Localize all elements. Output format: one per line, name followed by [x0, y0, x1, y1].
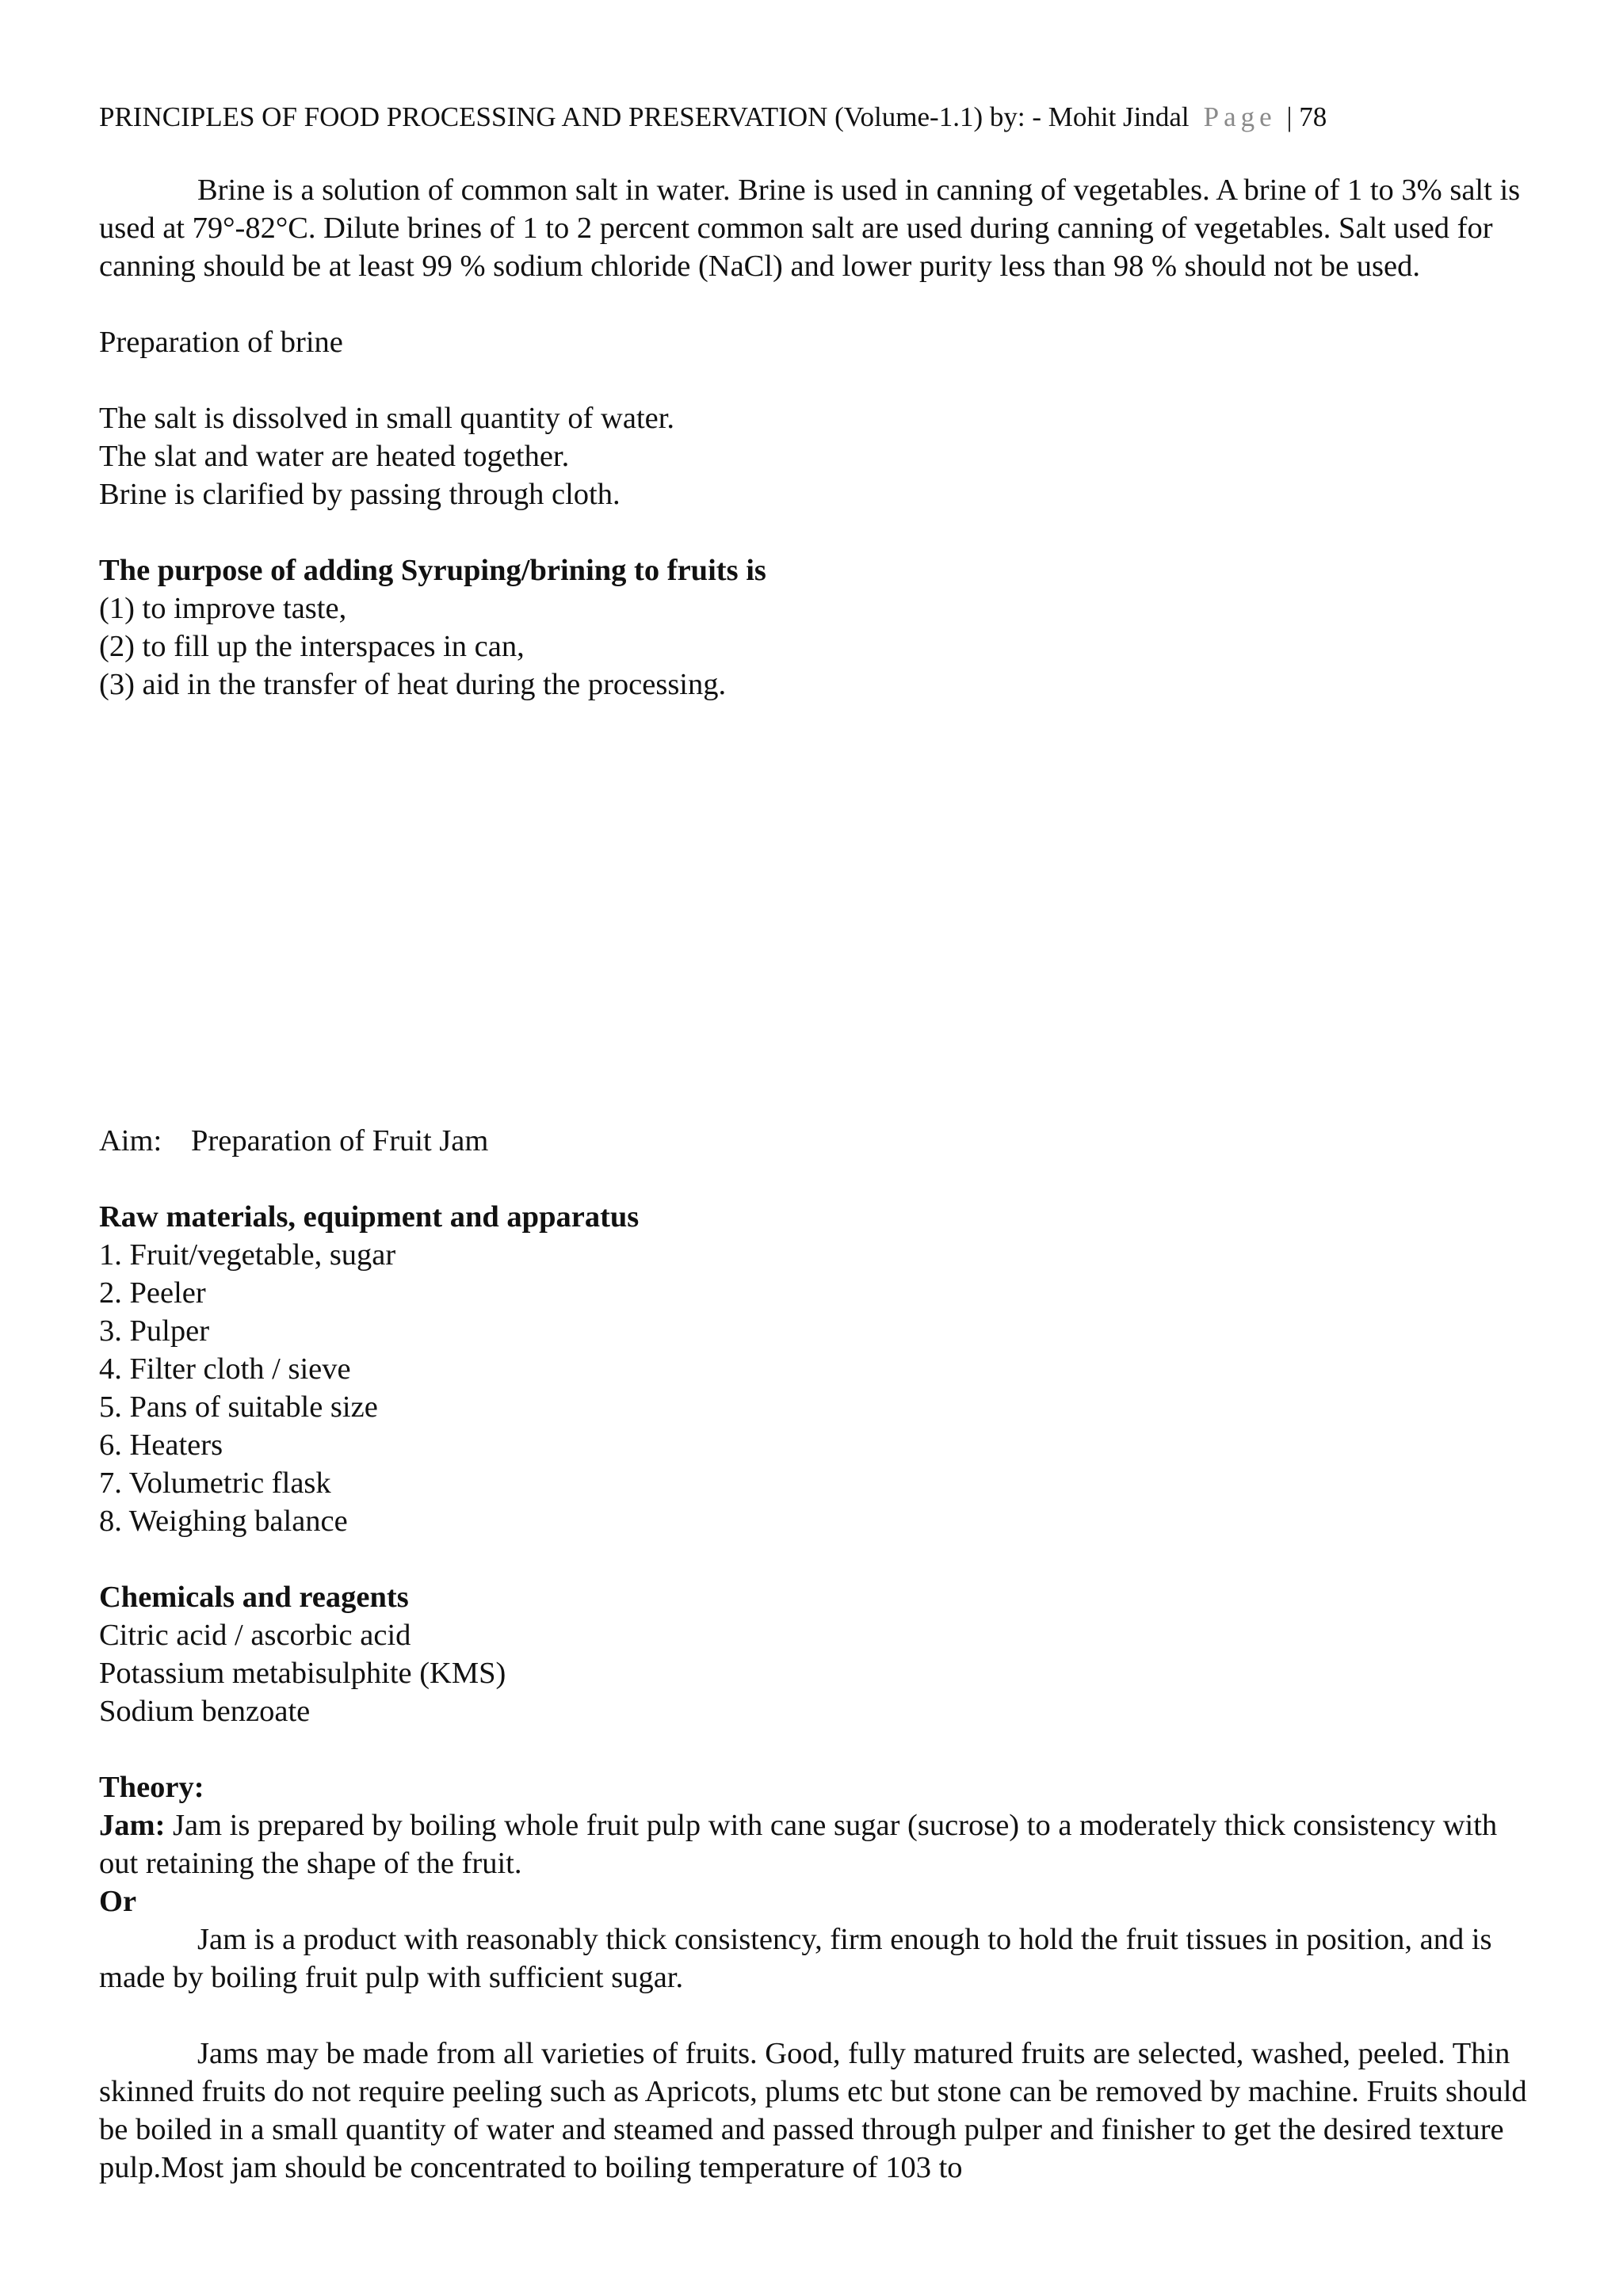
list-item: The slat and water are heated together.: [99, 440, 570, 473]
list-item: 1. Fruit/vegetable, sugar: [99, 1238, 396, 1272]
header-title: PRINCIPLES OF FOOD PROCESSING AND PRESERVATION (Volume-1.1) by: - Mohit Jindal: [99, 101, 1190, 132]
chemicals-heading: Chemicals and reagents: [99, 1581, 409, 1614]
list-item: Citric acid / ascorbic acid: [99, 1619, 411, 1652]
list-item: 7. Volumetric flask: [99, 1466, 331, 1500]
purpose-list: [99, 589, 1529, 704]
header-separator: |: [1286, 101, 1293, 132]
chemicals-list: [99, 1616, 1529, 1730]
brine-prep-heading: Preparation of brine: [99, 326, 343, 359]
list-item: Potassium metabisulphite (KMS): [99, 1657, 506, 1690]
jam-definition-paragraph: [99, 1806, 1529, 1882]
list-item: (1) to improve taste,: [99, 592, 347, 625]
list-item: 5. Pans of suitable size: [99, 1390, 378, 1424]
list-item: (2) to fill up the interspaces in can,: [99, 630, 525, 663]
list-item: 4. Filter cloth / sieve: [99, 1352, 351, 1386]
raw-materials-heading: Raw materials, equipment and apparatus: [99, 1200, 640, 1234]
alt-definition: Jam is a product with reasonably thick consistency, firm enough to hold the fruit tissues in position, and is made by boiling fruit pulp with sufficient sugar.: [99, 1923, 1492, 1994]
list-item: (3) aid in the transfer of heat during the processing.: [99, 668, 727, 701]
aim-text: Preparation of Fruit Jam: [191, 1124, 489, 1158]
process-paragraph: Jams may be made from all varieties of fruits. Good, fully matured fruits are selected, washed, peeled. Thin skinned fruits do not require peeling such as Apricots, plums etc but stone can be removed by machine. Fruits should be boiled in a small quantity of water and steamed and passed through pulper and finisher to get the desired texture pulp.Most jam should be concentrated to boiling temperature of 103 to: [99, 2037, 1527, 2184]
list-item: 8. Weighing balance: [99, 1505, 348, 1538]
or-label: Or: [99, 1885, 137, 1918]
header-page-word: Page: [1203, 101, 1277, 132]
brine-prep-steps: [99, 399, 1529, 513]
jam-label: Jam:: [99, 1809, 166, 1842]
list-item: Brine is clarified by passing through cloth.: [99, 478, 621, 511]
header-page-number: 78: [1299, 101, 1327, 132]
page-content: [99, 171, 1529, 2187]
theory-heading: Theory:: [99, 1771, 204, 1804]
aim-line: [99, 1122, 1529, 1160]
list-item: 3. Pulper: [99, 1314, 210, 1348]
jam-definition: Jam is prepared by boiling whole fruit pulp with cane sugar (sucrose) to a moderately thick consistency with out retaining the shape of the fruit.: [99, 1809, 1498, 1880]
raw-materials-list: [99, 1236, 1529, 1540]
purpose-heading: The purpose of adding Syruping/brining to fruits is: [99, 554, 766, 587]
list-item: 2. Peeler: [99, 1276, 206, 1310]
brine-paragraph: Brine is a solution of common salt in water. Brine is used in canning of vegetables. A brine of 1 to 3% salt is used at 79°-82°C. Dilute brines of 1 to 2 percent common salt are used during canning of vegetables. Salt used for canning should be at least 99 % sodium chloride (NaCl) and lower purity less than 98 % should not be used.: [99, 174, 1521, 283]
aim-label: Aim:: [99, 1124, 162, 1158]
list-item: Sodium benzoate: [99, 1695, 311, 1728]
page-header: [99, 98, 1327, 136]
list-item: 6. Heaters: [99, 1428, 223, 1462]
list-item: The salt is dissolved in small quantity of water.: [99, 402, 675, 435]
